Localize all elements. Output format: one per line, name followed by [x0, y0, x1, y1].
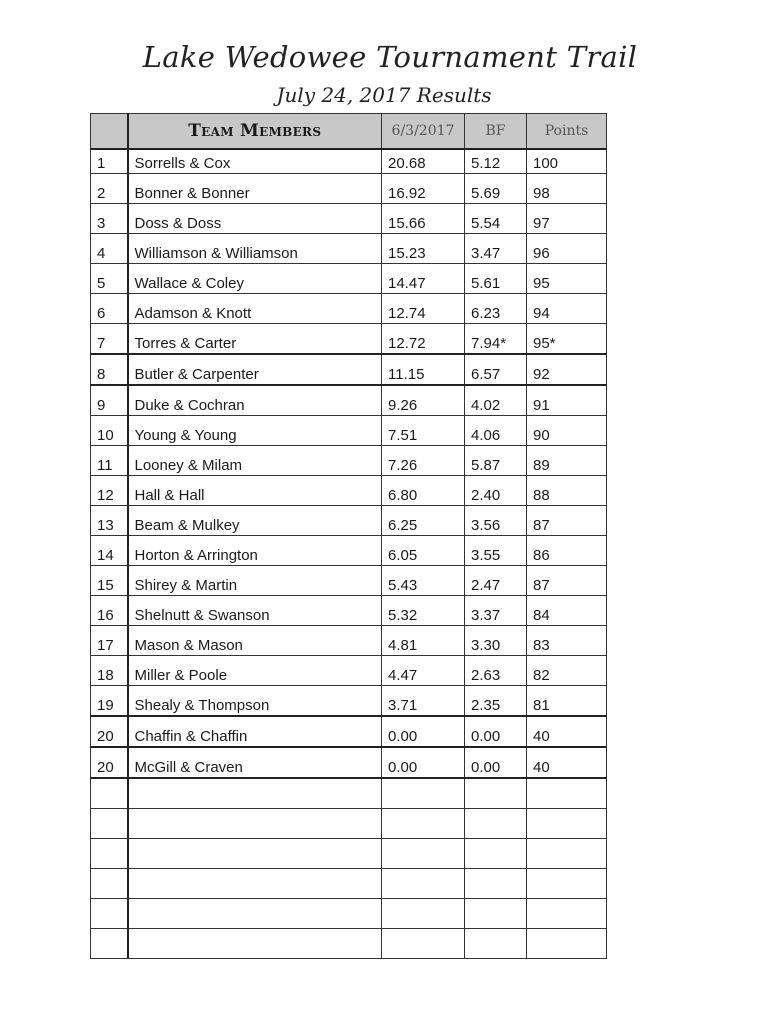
points-cell: 40 [527, 747, 607, 778]
weight-cell: 14.47 [382, 264, 465, 294]
rank-cell: 14 [91, 536, 128, 566]
rank-cell: 13 [91, 506, 128, 536]
points-cell [527, 899, 607, 929]
weight-cell: 6.25 [382, 506, 465, 536]
weight-cell: 7.51 [382, 416, 465, 446]
team-members-cell: Mason & Mason [128, 626, 382, 656]
weight-cell: 15.66 [382, 204, 465, 234]
points-cell: 97 [527, 204, 607, 234]
team-members-cell: Miller & Poole [128, 656, 382, 686]
results-body [91, 149, 607, 959]
document-title: Lake Wedowee Tournament Trail [142, 40, 638, 74]
team-members-cell [128, 778, 382, 809]
team-members-cell: Adamson & Knott [128, 294, 382, 324]
points-cell [527, 778, 607, 809]
weight-cell: 6.05 [382, 536, 465, 566]
weight-cell: 20.68 [382, 149, 465, 174]
points-cell [527, 869, 607, 899]
bf-cell: 5.87 [465, 446, 527, 476]
points-cell: 82 [527, 656, 607, 686]
table-row [91, 294, 607, 324]
bf-cell: 7.94* [465, 324, 527, 355]
points-cell: 40 [527, 716, 607, 747]
table-row [91, 264, 607, 294]
weight-cell: 0.00 [382, 747, 465, 778]
bf-cell [465, 778, 527, 809]
header-weight-date: 6/3/2017 [382, 114, 465, 150]
rank-cell [91, 809, 128, 839]
points-cell: 91 [527, 385, 607, 416]
weight-cell [382, 869, 465, 899]
bf-cell: 3.56 [465, 506, 527, 536]
table-row [91, 324, 607, 355]
header-rank [91, 114, 128, 150]
team-members-cell: Duke & Cochran [128, 385, 382, 416]
bf-cell: 3.30 [465, 626, 527, 656]
weight-cell: 12.72 [382, 324, 465, 355]
team-members-cell [128, 899, 382, 929]
table-row [91, 686, 607, 717]
weight-cell [382, 778, 465, 809]
table-row [91, 899, 607, 929]
points-cell: 81 [527, 686, 607, 717]
table-row [91, 174, 607, 204]
bf-cell: 6.23 [465, 294, 527, 324]
rank-cell: 3 [91, 204, 128, 234]
weight-cell: 6.80 [382, 476, 465, 506]
table-row [91, 234, 607, 264]
points-cell: 100 [527, 149, 607, 174]
table-row [91, 536, 607, 566]
team-members-cell: Beam & Mulkey [128, 506, 382, 536]
table-row [91, 385, 607, 416]
bf-cell [465, 869, 527, 899]
rank-cell: 18 [91, 656, 128, 686]
points-cell: 95* [527, 324, 607, 355]
team-members-cell: Looney & Milam [128, 446, 382, 476]
points-cell: 84 [527, 596, 607, 626]
weight-cell: 4.81 [382, 626, 465, 656]
rank-cell [91, 839, 128, 869]
table-row [91, 566, 607, 596]
weight-cell: 0.00 [382, 716, 465, 747]
table-row [91, 778, 607, 809]
rank-cell [91, 778, 128, 809]
team-members-cell [128, 929, 382, 959]
points-cell: 83 [527, 626, 607, 656]
rank-cell: 7 [91, 324, 128, 355]
rank-cell: 8 [91, 354, 128, 385]
team-members-cell [128, 869, 382, 899]
rank-cell [91, 899, 128, 929]
bf-cell: 4.06 [465, 416, 527, 446]
weight-cell [382, 809, 465, 839]
team-members-cell: Bonner & Bonner [128, 174, 382, 204]
team-members-cell: Doss & Doss [128, 204, 382, 234]
table-row [91, 446, 607, 476]
points-cell: 87 [527, 506, 607, 536]
points-cell: 89 [527, 446, 607, 476]
bf-cell: 0.00 [465, 747, 527, 778]
rank-cell: 15 [91, 566, 128, 596]
team-members-cell: Shealy & Thompson [128, 686, 382, 717]
points-cell: 96 [527, 234, 607, 264]
bf-cell [465, 899, 527, 929]
rank-cell: 4 [91, 234, 128, 264]
table-row [91, 839, 607, 869]
team-members-cell: Torres & Carter [128, 324, 382, 355]
points-cell: 98 [527, 174, 607, 204]
table-row [91, 354, 607, 385]
bf-cell: 0.00 [465, 716, 527, 747]
points-cell: 94 [527, 294, 607, 324]
table-row [91, 149, 607, 174]
points-cell: 88 [527, 476, 607, 506]
team-members-cell: Shelnutt & Swanson [128, 596, 382, 626]
rank-cell: 10 [91, 416, 128, 446]
team-members-cell: McGill & Craven [128, 747, 382, 778]
rank-cell: 11 [91, 446, 128, 476]
points-cell: 86 [527, 536, 607, 566]
rank-cell: 20 [91, 716, 128, 747]
team-members-cell: Shirey & Martin [128, 566, 382, 596]
weight-cell: 5.43 [382, 566, 465, 596]
table-header-row [91, 114, 607, 150]
rank-cell: 1 [91, 149, 128, 174]
table-row [91, 476, 607, 506]
rank-cell: 5 [91, 264, 128, 294]
table-row [91, 809, 607, 839]
table-row [91, 204, 607, 234]
document-subtitle: July 24, 2017 Results [276, 83, 492, 107]
bf-cell: 6.57 [465, 354, 527, 385]
weight-cell [382, 899, 465, 929]
weight-cell: 11.15 [382, 354, 465, 385]
team-members-cell: Horton & Arrington [128, 536, 382, 566]
table-row [91, 416, 607, 446]
bf-cell: 2.35 [465, 686, 527, 717]
table-row [91, 747, 607, 778]
bf-cell [465, 839, 527, 869]
bf-cell [465, 929, 527, 959]
table-row [91, 929, 607, 959]
bf-cell: 4.02 [465, 385, 527, 416]
bf-cell: 2.63 [465, 656, 527, 686]
team-members-cell: Williamson & Williamson [128, 234, 382, 264]
weight-cell: 16.92 [382, 174, 465, 204]
weight-cell [382, 929, 465, 959]
rank-cell: 20 [91, 747, 128, 778]
header-team-members: Team Members [128, 114, 382, 150]
rank-cell: 16 [91, 596, 128, 626]
weight-cell: 5.32 [382, 596, 465, 626]
team-members-cell [128, 839, 382, 869]
team-members-cell: Chaffin & Chaffin [128, 716, 382, 747]
bf-cell: 3.55 [465, 536, 527, 566]
team-members-cell: Butler & Carpenter [128, 354, 382, 385]
team-members-cell: Hall & Hall [128, 476, 382, 506]
rank-cell: 2 [91, 174, 128, 204]
points-cell [527, 839, 607, 869]
weight-cell: 9.26 [382, 385, 465, 416]
bf-cell [465, 809, 527, 839]
points-cell: 92 [527, 354, 607, 385]
points-cell [527, 929, 607, 959]
table-row [91, 716, 607, 747]
team-members-cell: Wallace & Coley [128, 264, 382, 294]
table-row [91, 596, 607, 626]
bf-cell: 3.37 [465, 596, 527, 626]
table-row [91, 869, 607, 899]
bf-cell: 3.47 [465, 234, 527, 264]
bf-cell: 2.40 [465, 476, 527, 506]
bf-cell: 5.12 [465, 149, 527, 174]
bf-cell: 5.61 [465, 264, 527, 294]
points-cell: 87 [527, 566, 607, 596]
rank-cell [91, 929, 128, 959]
table-row [91, 626, 607, 656]
points-cell [527, 809, 607, 839]
team-members-cell: Young & Young [128, 416, 382, 446]
bf-cell: 5.54 [465, 204, 527, 234]
rank-cell [91, 869, 128, 899]
team-members-cell [128, 809, 382, 839]
points-cell: 95 [527, 264, 607, 294]
results-table [90, 113, 607, 959]
rank-cell: 19 [91, 686, 128, 717]
header-bf: BF [465, 114, 527, 150]
rank-cell: 12 [91, 476, 128, 506]
weight-cell: 12.74 [382, 294, 465, 324]
rank-cell: 9 [91, 385, 128, 416]
weight-cell [382, 839, 465, 869]
rank-cell: 6 [91, 294, 128, 324]
table-row [91, 506, 607, 536]
weight-cell: 3.71 [382, 686, 465, 717]
rank-cell: 17 [91, 626, 128, 656]
weight-cell: 4.47 [382, 656, 465, 686]
bf-cell: 5.69 [465, 174, 527, 204]
table-row [91, 656, 607, 686]
bf-cell: 2.47 [465, 566, 527, 596]
team-members-cell: Sorrells & Cox [128, 149, 382, 174]
points-cell: 90 [527, 416, 607, 446]
header-points: Points [527, 114, 607, 150]
weight-cell: 15.23 [382, 234, 465, 264]
weight-cell: 7.26 [382, 446, 465, 476]
